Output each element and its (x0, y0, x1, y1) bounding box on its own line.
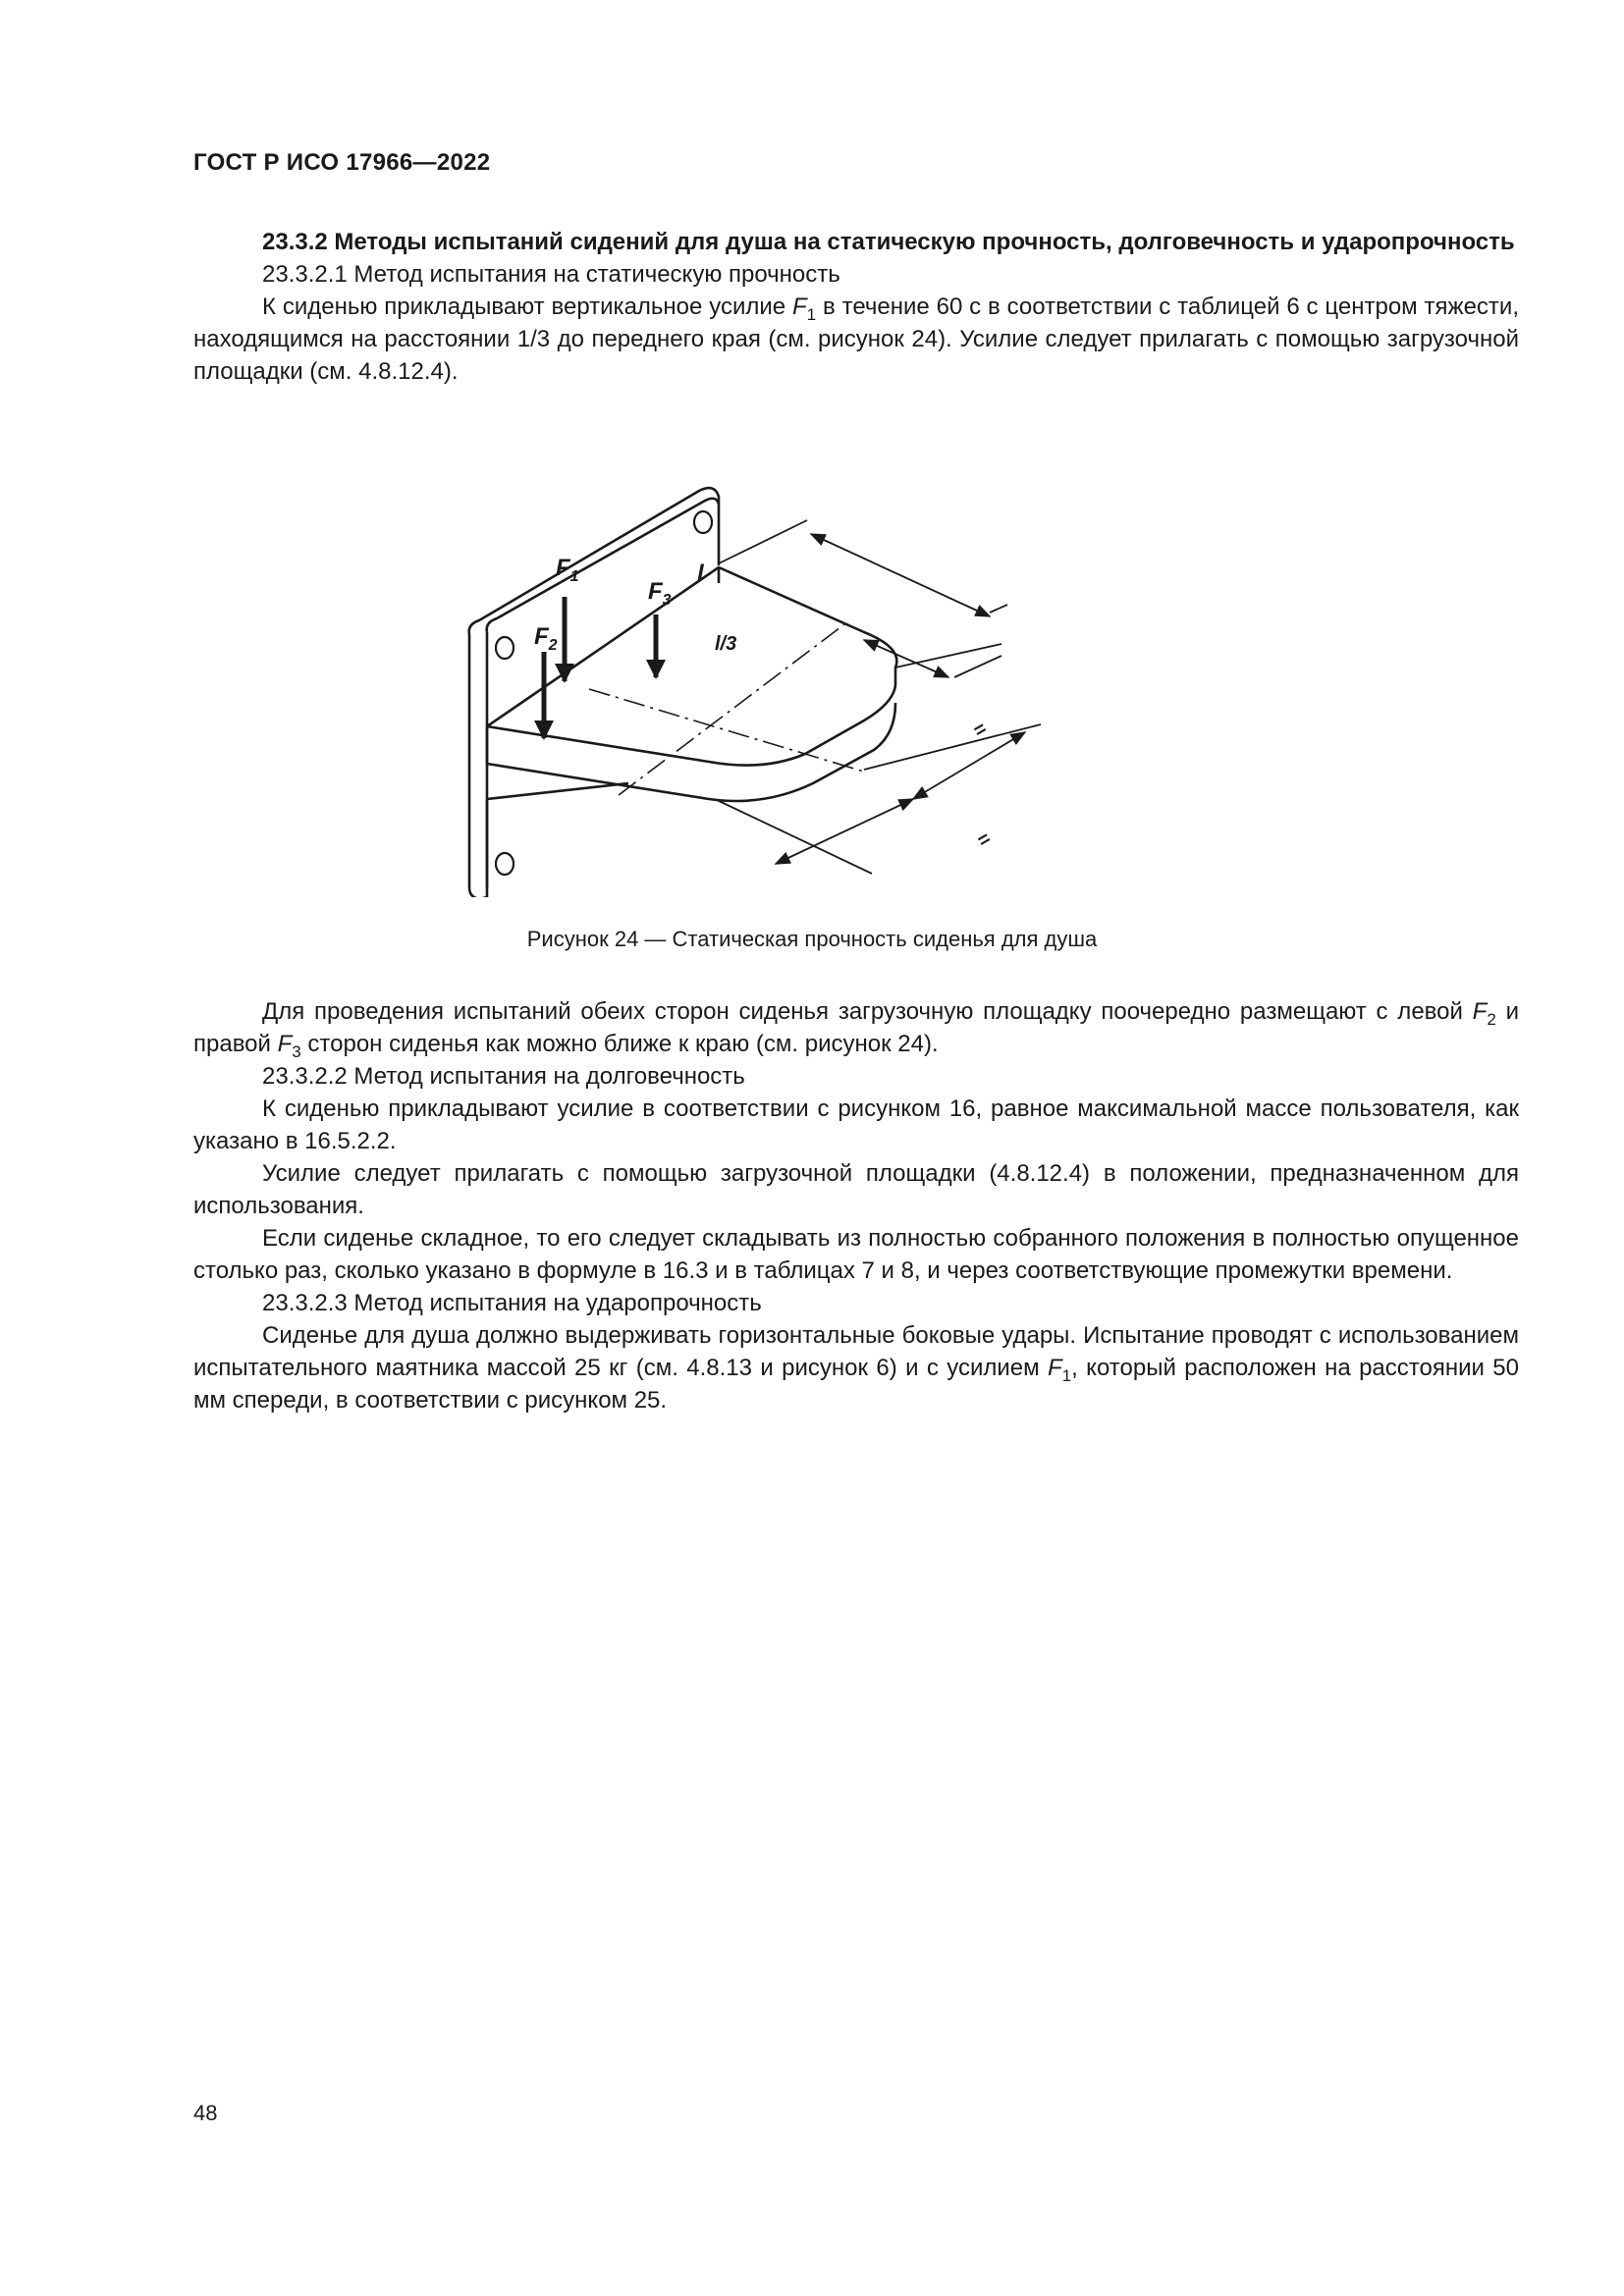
svg-text:F2 (534, 623, 558, 654)
force-subscript: 1 (1061, 1366, 1072, 1385)
subsection-title-23-3-2-1: 23.3.2.1 Метод испытания на статическую прочность (262, 261, 840, 288)
force-symbol: F (1048, 1355, 1062, 1381)
label-f2-sub: 2 (548, 637, 558, 654)
subsection-title-23-3-2-3: 23.3.2.3 Метод испытания на ударопрочность (262, 1290, 762, 1316)
section-continued (193, 995, 1519, 1416)
page-number: 48 (193, 2101, 218, 2125)
force-symbol: F (792, 294, 807, 320)
force-subscript: 1 (806, 305, 817, 324)
paragraph-static-strength (193, 291, 1519, 388)
svg-text:F1 (556, 555, 579, 585)
label-f1-sub: 1 (569, 568, 579, 585)
svg-text:F3 (648, 578, 672, 609)
figure-24 (452, 475, 1257, 897)
force-symbol: F (277, 1031, 293, 1057)
mounting-hole-top-right (694, 511, 712, 533)
figure-caption: Рисунок 24 — Статическая прочность сиденья для душа (526, 927, 1098, 951)
text-run: и правой (193, 998, 1519, 1057)
label-dim-full: l (697, 561, 704, 587)
force-subscript: 3 (292, 1042, 301, 1061)
text-run: , который расположен на расстоянии 50 мм спереди, в соответствии с рисунком 25. (193, 1355, 1519, 1414)
shower-seat-diagram (452, 475, 1257, 897)
wall-plate-outline (469, 634, 487, 897)
subsection-title-23-3-2-2: 23.3.2.2 Метод испытания на долговечность (262, 1063, 745, 1090)
text-run: Для проведения испытаний обеих сторон сиденья загрузочную площадку поочередно размещают с левой (262, 998, 1473, 1025)
document-header: ГОСТ Р ИСО 17966—2022 (193, 149, 491, 176)
paragraph-both-sides (193, 995, 1519, 1060)
paragraph-folding-seat: Если сиденье складное, то его следует складывать из полностью собранного положения в полностью опущенное столько раз, сколько указано в формуле в 16.3 и в таблицах 7 и 8, и через соответствующие промежутки времени. (193, 1225, 1519, 1284)
label-f1: F (556, 555, 570, 581)
text-run: сторон сиденья как можно ближе к краю (см. рисунок 24). (300, 1031, 939, 1057)
label-equal-right: = (969, 718, 991, 743)
label-f2: F (534, 623, 549, 650)
text-run: в течение 60 с в соответствии с таблицей 6 с центром тяжести, находящимся на расстоянии 1/3 до переднего края (см. рисунок 24). Усилие следует прилагать с помощью загрузочной площадки (см. 4.8.12.4). (193, 294, 1519, 385)
label-f3-sub: 3 (662, 592, 672, 609)
section-23-3-2 (193, 226, 1519, 388)
text-run: К сиденью прикладывают вертикальное усилие (262, 294, 792, 320)
centerline-longitudinal (589, 689, 864, 772)
paragraph-impact (193, 1319, 1519, 1416)
mounting-hole-bottom-left (496, 853, 514, 875)
seat-top-outline (487, 567, 896, 766)
force-symbol: F (1472, 998, 1488, 1025)
label-equal-left: = (973, 828, 995, 853)
text-run: Сиденье для душа должно выдерживать горизонтальные боковые удары. Испытание проводят с использованием испытательного маятника массой 25 кг (см. 4.8.13 и рисунок 6) и с усилием (193, 1322, 1519, 1381)
paragraph-loading-pad: Усилие следует прилагать с помощью загрузочной площадки (4.8.12.4) в положении, предназначенном для использования. (193, 1160, 1519, 1219)
mounting-hole-top-left (496, 637, 514, 659)
section-heading: 23.3.2 Методы испытаний сидений для душа на статическую прочность, долговечность и ударопрочность (262, 229, 1515, 255)
force-subscript: 2 (1487, 1010, 1496, 1029)
label-f3: F (648, 578, 663, 605)
label-dim-third: l/3 (715, 633, 737, 655)
paragraph-durability-load: К сиденью прикладывают усилие в соответствии с рисунком 16, равное максимальной массе пользователя, как указано в 16.5.2.2. (193, 1095, 1519, 1154)
